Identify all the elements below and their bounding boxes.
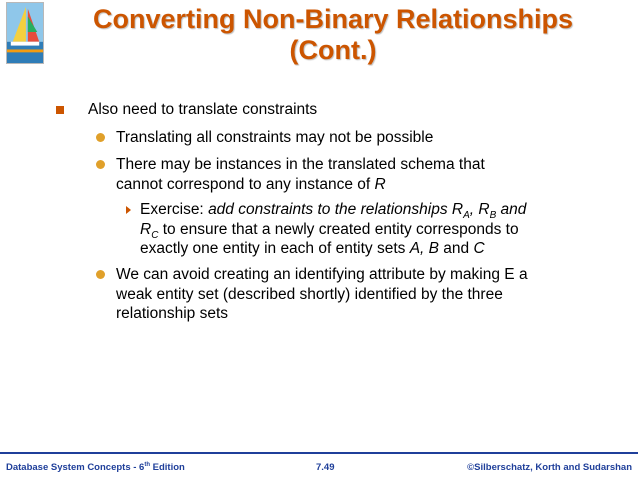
dot-bullet-icon [96, 133, 105, 142]
var-c: C [473, 240, 485, 257]
bullet-instances-line1: There may be instances in the translated schema that [116, 156, 485, 173]
footer-left-sup: th [144, 462, 151, 468]
var-rc: R [140, 220, 152, 238]
sub-a: A [463, 210, 470, 222]
dot-bullet-icon [96, 270, 105, 279]
weak-entity-line1: We can avoid creating an identifying attribute by making E a [116, 266, 528, 283]
exercise-line2: to ensure that a newly created entity corresponds to [158, 220, 519, 238]
weak-entity-line2: weak entity set (described shortly) identified by the three [116, 285, 503, 303]
bullet-translate-constraints: Also need to translate constraints [88, 101, 318, 118]
footer-book-title [6, 462, 185, 473]
exercise-and: and [496, 201, 527, 218]
footer-left-text: Database System Concepts - 6 [6, 462, 145, 474]
sub-b: B [489, 210, 497, 222]
bullet-instances-line2: cannot correspond to any instance of [116, 175, 375, 193]
square-bullet-icon [56, 106, 64, 114]
var-ab: A, B [409, 240, 439, 257]
footer-copyright: ©Silberschatz, Korth and Sudarshan [467, 462, 632, 473]
footer-divider [0, 452, 638, 454]
exercise-text: add constraints to the relationships R [208, 201, 464, 218]
bullet-weak-entity [116, 265, 556, 324]
sailboat-logo-icon [6, 2, 44, 64]
footer-page-number: 7.49 [316, 462, 335, 473]
var-r: R [374, 175, 386, 193]
exercise-sep: , R [469, 201, 490, 218]
slide-title-line1: Converting Non-Binary Relationships [92, 4, 574, 34]
dot-bullet-icon [96, 160, 105, 169]
weak-entity-line3: relationship sets [116, 305, 229, 322]
bullet-not-possible: Translating all constraints may not be possible [116, 129, 434, 146]
exercise-label: Exercise: [140, 201, 209, 218]
exercise-and2: and [438, 240, 474, 257]
footer-left-tail: Edition [150, 462, 185, 474]
triangle-bullet-icon [126, 206, 131, 214]
slide-title [40, 4, 626, 66]
slide-title-line2: (Cont.) [289, 35, 377, 65]
bullet-instances [116, 155, 556, 194]
sub-c: C [151, 229, 159, 241]
bullet-exercise [140, 200, 560, 259]
exercise-line3: exactly one entity in each of entity sets [140, 240, 410, 257]
